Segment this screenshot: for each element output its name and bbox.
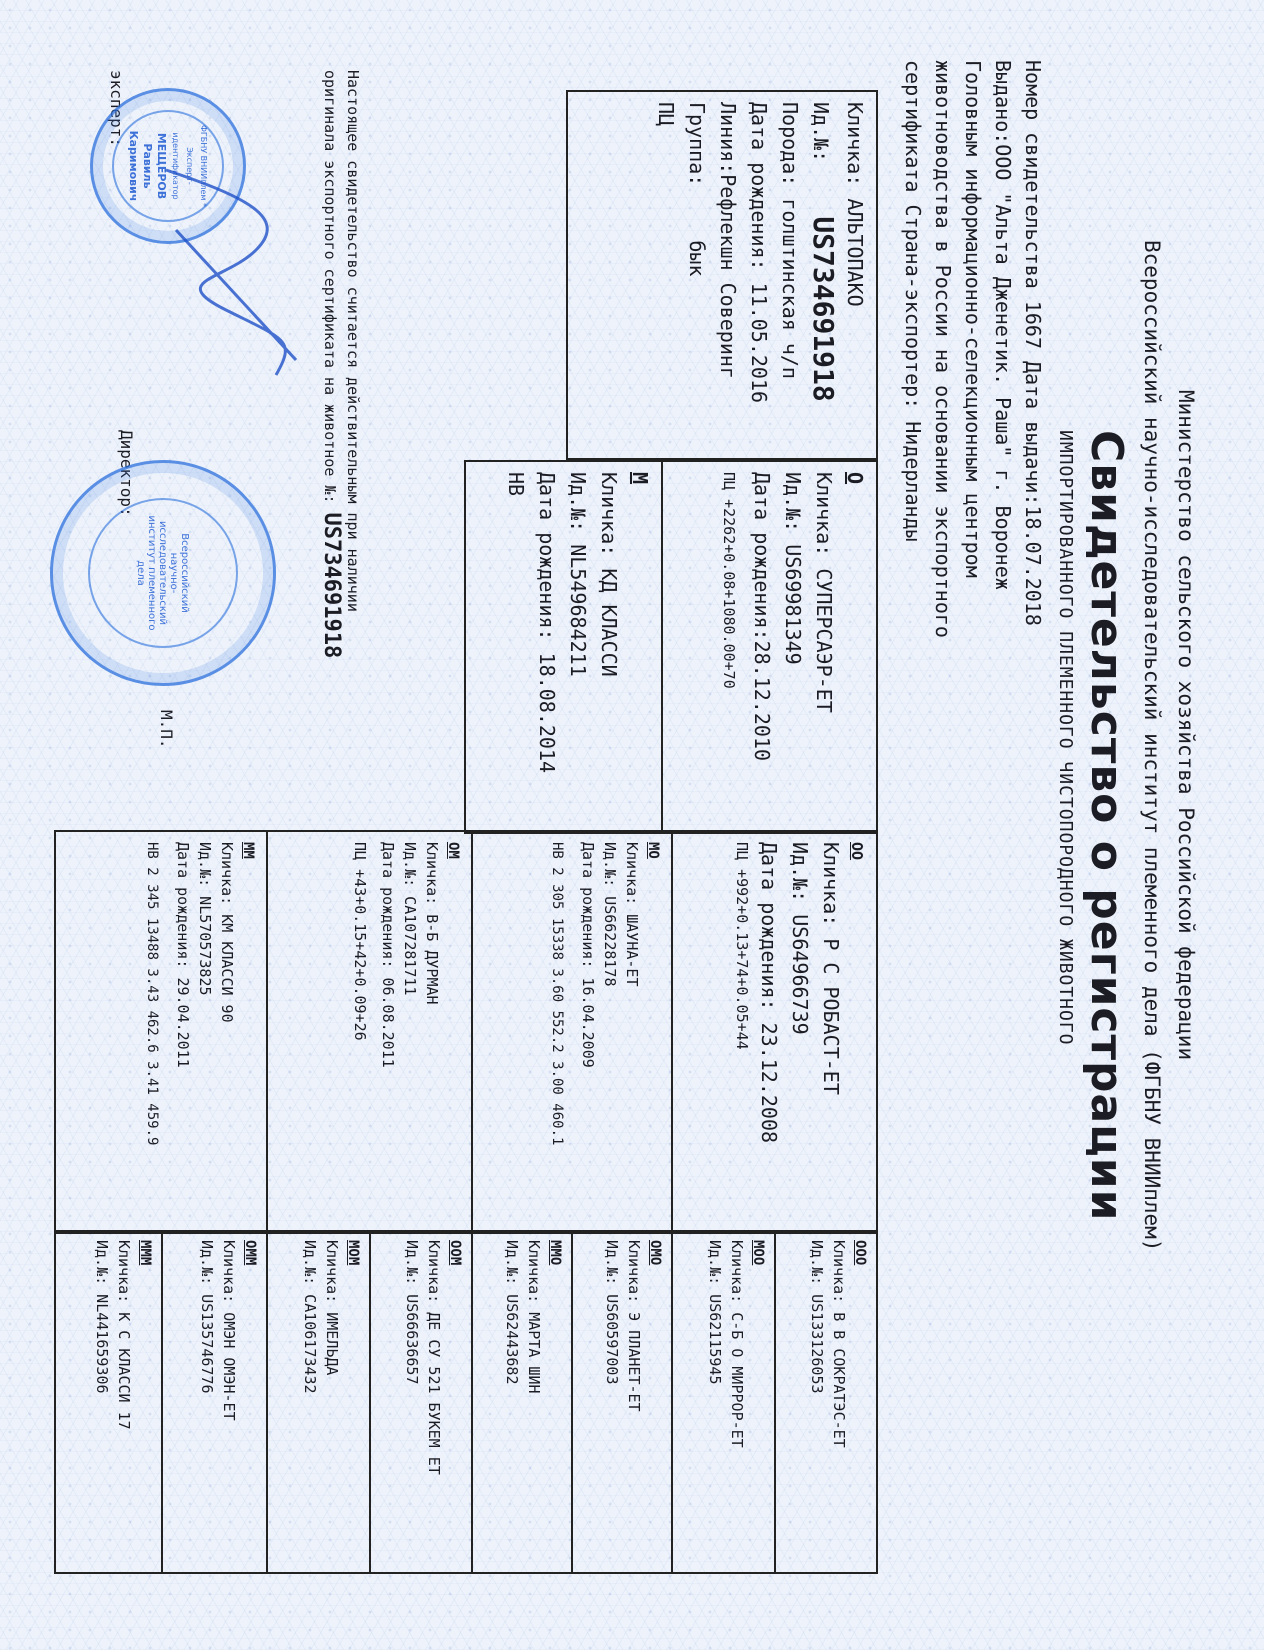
oo-birth: Дата рождения: 23.12.2008 (757, 842, 781, 1144)
center-line-1: Головным информационно-селекционным центром (961, 60, 985, 578)
ggp-cell (266, 1232, 369, 1572)
signature-icon (146, 160, 316, 390)
director-seal-ring: Всероссийский научно-исследовательский институт племенного дела (135, 515, 191, 631)
oo-code: ОО (848, 842, 866, 861)
ggp-name: Кличка: К С КЛАССИ 17 (115, 1240, 133, 1430)
dam-nv: НВ (504, 472, 528, 497)
ggp-name: Кличка: МАРТА ШИН (525, 1240, 543, 1394)
mm-nv: НВ 2 345 13488 3.43 462.6 3.41 459.9 (144, 842, 160, 1146)
dam-name: Кличка: КД КЛАССИ (597, 472, 621, 677)
ggp-cell (369, 1232, 471, 1572)
mo-cell (471, 832, 671, 1232)
ggp-name: Кличка: Э ПЛАНЕТ-ЕТ (625, 1240, 643, 1412)
animal-box (566, 90, 878, 460)
mo-code: МО (645, 842, 661, 859)
om-cell (266, 832, 471, 1232)
validity-number: US734691918 (319, 512, 344, 659)
mo-birth: Дата рождения: 16.04.2009 (579, 842, 597, 1068)
ggp-code: ОМО (647, 1240, 663, 1266)
certificate-page (41, 10, 1216, 1610)
sire-birth: Дата рождения:28.12.2010 (750, 472, 774, 761)
info-block (898, 60, 1048, 638)
director-label: Директор: (117, 430, 136, 517)
issued-to-line: Выдано:ООО "Альта Дженетик. Раша" г. Воронеж (991, 60, 1015, 590)
dam-cell (466, 462, 661, 832)
mp-label: М.П. (157, 710, 176, 749)
animal-pc: ПЦ (654, 102, 678, 127)
mo-id: Ид.№: US66228178 (601, 842, 619, 987)
ggp-name: Кличка: ОМЭН ОМЭН-ЕТ (220, 1240, 238, 1421)
animal-group-label: Группа: (685, 102, 709, 187)
expert-label: эксперт: (107, 70, 126, 148)
ggp-name: Кличка: В В СОКРАТЭС-ЕТ (830, 1240, 848, 1448)
ggp-code: МОМ (345, 1240, 361, 1266)
ggp-cell (161, 1232, 266, 1572)
om-code: ОМ (445, 842, 461, 859)
ggp-id: Ид.№: US60597003 (603, 1240, 621, 1385)
center-line-3: сертификата Страна-экспортер: Нидерланды (901, 60, 925, 542)
validity-note (319, 70, 364, 658)
ggp-cell (774, 1232, 876, 1572)
validity-line-2-row (319, 70, 342, 658)
oo-id: Ид.№: US64966739 (788, 842, 812, 1035)
oo-pc: ПЦ +992+0.13+74+0.05+44 (733, 842, 751, 1050)
director-seal-icon (50, 460, 276, 686)
validity-line-2: оригинала экспортного сертификата на животное №: (321, 70, 339, 504)
animal-group: бык (685, 240, 709, 277)
mm-code: ММ (240, 842, 256, 859)
animal-breed: Порода: голштинская ч/п (778, 102, 802, 379)
ggp-name: Кличка: ИМЕЛЬДА (323, 1240, 341, 1376)
ggp-name: Кличка: С-Б О МИРРОР-ЕТ (728, 1240, 746, 1448)
page-subtitle: ИМПОРТИРОВАННОГО ПЛЕМЕННОГО ЧИСТОПОРОДНОГО ЖИВОТНОГО (1055, 430, 1076, 1046)
institute-line: Всероссийский научно-исследовательский институт племенного дела (ФГБНУ ВНИИплем) (1140, 240, 1164, 1252)
ggp-code: МОО (750, 1240, 766, 1266)
ggp-code: ООМ (447, 1240, 463, 1266)
ggp-id: Ид.№: NL441659306 (93, 1240, 111, 1394)
dam-birth: Дата рождения: 18.08.2014 (535, 472, 559, 774)
center-line-2: животноводства в России на основании экспортного (931, 60, 955, 638)
great-grandparents-box (54, 1230, 878, 1574)
ggp-id: Ид.№: US135746776 (198, 1240, 216, 1394)
ggp-code: ММО (547, 1240, 563, 1266)
animal-birth: Дата рождения: 11.05.2016 (747, 102, 771, 404)
sire-name: Кличка: СУПЕРСАЭР-ЕТ (812, 472, 836, 713)
animal-line: Линия:Рефлекшн Соверинг (716, 102, 740, 379)
ggp-name: Кличка: ДЕ СУ 521 БУКЕМ ЕТ (425, 1240, 443, 1475)
page-title: Свидетельство о регистрации (1081, 430, 1132, 1222)
sire-code: О (843, 472, 867, 485)
om-id: Ид.№: CA107281711 (401, 842, 419, 996)
ggp-id: Ид.№: CA106173432 (301, 1240, 319, 1394)
dam-code: М (628, 472, 652, 485)
ggp-cell (671, 1232, 774, 1572)
mm-name: Кличка: КМ КЛАССИ 90 (218, 842, 236, 1023)
ggp-cell (471, 1232, 571, 1572)
ggp-code: МММ (137, 1240, 153, 1266)
sire-cell (661, 462, 876, 832)
ggp-code: ООО (852, 1240, 868, 1266)
ggp-id: Ид.№: US66636657 (403, 1240, 421, 1385)
ministry-line: Министерство сельского хозяйства Российской федерации (1174, 390, 1198, 1061)
animal-group-row (681, 102, 712, 448)
parents-box (464, 460, 878, 834)
ggp-cell (56, 1232, 161, 1572)
mm-birth: Дата рождения: 29.04.2011 (174, 842, 192, 1068)
mm-id: Ид.№: NL570573825 (196, 842, 214, 996)
animal-id-label: Ид.№: (809, 102, 833, 163)
sire-pc: ПЦ +2262+0.08+1080.00+70 (720, 472, 738, 689)
ggp-code: ОММ (242, 1240, 258, 1266)
grandparents-box (54, 830, 878, 1234)
animal-id-row (805, 102, 839, 448)
ggp-cell (571, 1232, 671, 1572)
mm-cell (56, 832, 266, 1232)
sire-id: Ид.№: US69981349 (781, 472, 805, 665)
ggp-id: Ид.№: US62115945 (706, 1240, 724, 1385)
animal-name: Кличка: АЛЬТОПАКО (843, 102, 867, 307)
om-name: Кличка: В-Б ДУРМАН (423, 842, 441, 1005)
mo-nv: НВ 2 305 15338 3.60 552.2 3.00 460.1 (549, 842, 565, 1146)
om-pc: ПЦ +43+0.15+42+0.09+26 (351, 842, 369, 1041)
dam-id: Ид.№: NL549684211 (566, 472, 590, 677)
expert-stamp-ring: ФГБНУ ВНИИплем * Эксперт-идентификатор (171, 124, 208, 207)
certificate-number-line: Номер свидетельства 1667 Дата выдачи:18.07.2018 (1021, 60, 1045, 626)
ggp-id: Ид.№: US133126053 (808, 1240, 826, 1394)
om-birth: Дата рождения: 06.08.2011 (379, 842, 397, 1068)
mo-name: Кличка: ШАУНА-ЕТ (623, 842, 641, 987)
validity-line-1: Настоящее свидетельство считается действительным при наличии (344, 70, 362, 612)
ggp-id: Ид.№: US62443682 (503, 1240, 521, 1385)
expert-stamp-name: МЕЩЕРОВ Равиль Каримович (127, 130, 168, 202)
animal-id: US734691918 (807, 216, 840, 402)
oo-cell (671, 832, 876, 1232)
oo-name: Кличка: Р С РОБАСТ-ЕТ (819, 842, 843, 1095)
